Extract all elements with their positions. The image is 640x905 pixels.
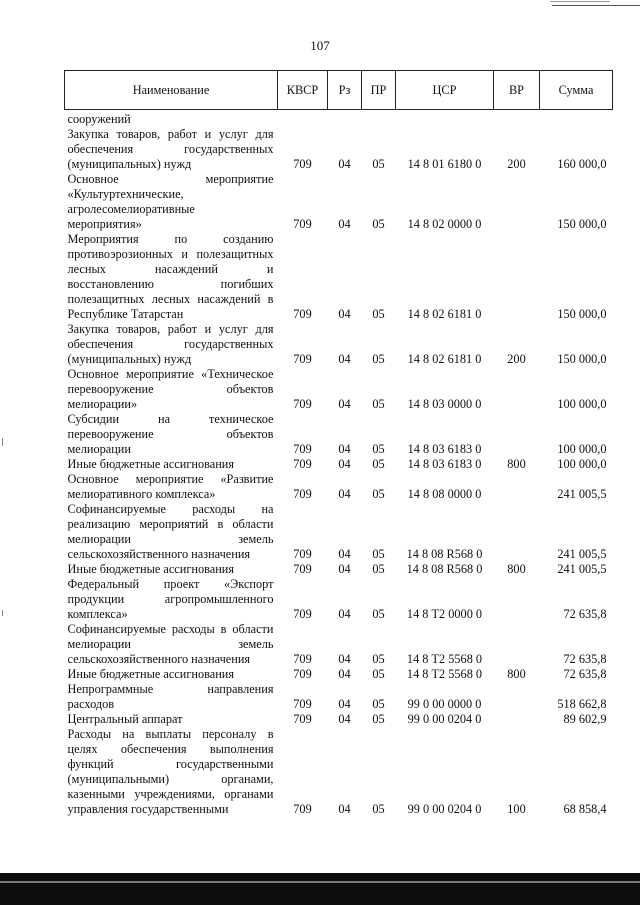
table-row <box>65 727 613 817</box>
row-pr: 05 <box>372 667 385 681</box>
header-pr: ПР <box>362 71 396 110</box>
row-rz: 04 <box>338 697 351 711</box>
row-name <box>65 577 278 622</box>
row-name-line: Субсидии на техническое <box>67 412 274 426</box>
row-sum: 100 000,0 <box>557 442 607 456</box>
row-pr: 05 <box>372 697 385 711</box>
row-pr: 05 <box>372 547 385 561</box>
row-sum: 241 005,5 <box>557 562 607 576</box>
table-row <box>65 502 613 562</box>
row-rz: 04 <box>338 307 351 321</box>
row-name-line: обеспечения государственных <box>67 337 274 351</box>
row-name-line: реализацию мероприятий в области <box>67 517 274 531</box>
header-kvsr: КВСР <box>278 71 328 110</box>
row-name-line: целях обеспечения выполнения <box>67 742 274 756</box>
row-rz <box>328 110 362 128</box>
row-csr: 99 0 00 0204 0 <box>407 802 482 816</box>
row-name <box>65 712 278 727</box>
row-pr: 05 <box>372 157 385 171</box>
row-pr: 05 <box>372 307 385 321</box>
row-pr: 05 <box>372 712 385 726</box>
row-kvsr <box>278 110 328 128</box>
row-kvsr: 709 <box>293 307 312 321</box>
row-name-line: сельскохозяйственного назначения <box>67 547 251 561</box>
scan-edge-mark <box>550 1 610 2</box>
row-vr <box>494 502 540 562</box>
row-name <box>65 127 278 172</box>
row-csr: 14 8 Т2 5568 0 <box>406 652 483 666</box>
row-pr: 05 <box>372 442 385 456</box>
row-name <box>65 367 278 412</box>
row-name-line: комплекса» <box>67 607 128 621</box>
row-name-line: перевооружение объектов <box>67 427 274 441</box>
row-name-line: полезащитных лесных насаждений в <box>67 292 274 306</box>
row-name <box>65 667 278 682</box>
row-name-line: (муниципальных) нужд <box>67 352 192 366</box>
row-name-line: Иные бюджетные ассигнования <box>67 562 235 576</box>
page-number: 107 <box>310 38 330 53</box>
row-rz: 04 <box>338 157 351 171</box>
row-name <box>65 472 278 502</box>
row-sum: 72 635,8 <box>563 652 607 666</box>
row-sum: 68 858,4 <box>563 802 607 816</box>
row-name-line: Республике Татарстан <box>67 307 184 321</box>
scan-edge-mark <box>552 5 640 6</box>
row-rz: 04 <box>338 547 351 561</box>
row-sum: 160 000,0 <box>557 157 607 171</box>
row-sum: 72 635,8 <box>563 667 607 681</box>
row-vr <box>494 232 540 322</box>
row-name <box>65 562 278 577</box>
row-name-line: перевооружение объектов <box>67 382 274 396</box>
row-name <box>65 172 278 232</box>
row-kvsr: 709 <box>293 352 312 366</box>
row-vr: 800 <box>507 562 526 576</box>
table-row <box>65 457 613 472</box>
scan-edge-mark <box>2 610 3 616</box>
row-sum: 89 602,9 <box>563 712 607 726</box>
row-vr <box>494 622 540 667</box>
table-row <box>65 622 613 667</box>
row-rz: 04 <box>338 352 351 366</box>
header-sum: Сумма <box>540 71 613 110</box>
row-name <box>65 622 278 667</box>
row-vr <box>494 367 540 412</box>
row-vr: 800 <box>507 667 526 681</box>
row-vr: 200 <box>507 352 526 366</box>
row-rz: 04 <box>338 667 351 681</box>
row-pr: 05 <box>372 487 385 501</box>
scan-edge-mark <box>2 438 3 446</box>
row-name <box>65 502 278 562</box>
table-row <box>65 682 613 712</box>
row-name-line: мелиорации земель <box>67 637 274 651</box>
row-name-line: Софинансируемые расходы в области <box>67 622 274 636</box>
row-name-line: сельскохозяйственного назначения <box>67 652 251 666</box>
row-name-line: Закупка товаров, работ и услуг для <box>67 322 274 336</box>
row-rz: 04 <box>338 397 351 411</box>
row-csr: 14 8 02 6181 0 <box>407 352 482 366</box>
table-row <box>65 712 613 727</box>
row-sum: 100 000,0 <box>557 457 607 471</box>
table-row <box>65 577 613 622</box>
row-name-line: (муниципальных) нужд <box>67 157 192 171</box>
row-csr: 14 8 08 R568 0 <box>406 562 483 576</box>
row-kvsr: 709 <box>293 667 312 681</box>
table-row <box>65 412 613 457</box>
row-name-line: сооружений <box>67 112 131 126</box>
table-row <box>65 172 613 232</box>
header-name: Наименование <box>65 71 278 110</box>
budget-table <box>64 70 613 817</box>
header-csr: ЦСР <box>396 71 494 110</box>
table-row <box>65 367 613 412</box>
row-name <box>65 232 278 322</box>
row-name-line: Закупка товаров, работ и услуг для <box>67 127 274 141</box>
row-vr <box>494 577 540 622</box>
table-row <box>65 562 613 577</box>
row-sum: 150 000,0 <box>557 352 607 366</box>
row-name-line: лесных насаждений и <box>67 262 274 276</box>
row-csr: 14 8 Т2 0000 0 <box>406 607 483 621</box>
row-sum: 241 005,5 <box>557 547 607 561</box>
row-name <box>65 457 278 472</box>
row-name-line: Мероприятия по созданию <box>67 232 274 246</box>
row-kvsr: 709 <box>293 157 312 171</box>
row-vr: 800 <box>507 457 526 471</box>
row-kvsr: 709 <box>293 442 312 456</box>
row-kvsr: 709 <box>293 607 312 621</box>
row-pr: 05 <box>372 457 385 471</box>
row-csr: 14 8 02 6181 0 <box>407 307 482 321</box>
row-name-line: продукции агропромышленного <box>67 592 274 606</box>
header-rz: Рз <box>328 71 362 110</box>
row-name-line: противоэрозионных и полезащитных <box>67 247 274 261</box>
row-rz: 04 <box>338 487 351 501</box>
row-sum: 241 005,5 <box>557 487 607 501</box>
row-vr <box>494 472 540 502</box>
row-pr: 05 <box>372 217 385 231</box>
table-row <box>65 127 613 172</box>
row-name-line: Федеральный проект «Экспорт <box>67 577 274 591</box>
row-pr: 05 <box>372 652 385 666</box>
row-sum: 150 000,0 <box>557 307 607 321</box>
row-name-line: Расходы на выплаты персоналу в <box>67 727 274 741</box>
row-kvsr: 709 <box>293 457 312 471</box>
row-csr: 14 8 08 R568 0 <box>406 547 483 561</box>
row-rz: 04 <box>338 802 351 816</box>
row-csr: 14 8 03 6183 0 <box>407 442 482 456</box>
row-name-line: мелиоративного комплекса» <box>67 487 216 501</box>
row-name-line: Иные бюджетные ассигнования <box>67 667 235 681</box>
row-name-line: мелиорации земель <box>67 532 274 546</box>
row-name-line: Основное мероприятие <box>67 172 274 186</box>
row-kvsr: 709 <box>293 547 312 561</box>
row-rz: 04 <box>338 607 351 621</box>
table-row <box>65 110 613 128</box>
row-kvsr: 709 <box>293 487 312 501</box>
row-name <box>65 322 278 367</box>
row-kvsr: 709 <box>293 712 312 726</box>
row-csr: 99 0 00 0000 0 <box>407 697 482 711</box>
table-row <box>65 232 613 322</box>
row-vr <box>494 712 540 727</box>
row-name-line: «Культуртехнические, <box>67 187 184 201</box>
row-csr: 14 8 Т2 5568 0 <box>406 667 483 681</box>
row-kvsr: 709 <box>293 697 312 711</box>
row-kvsr: 709 <box>293 217 312 231</box>
row-sum <box>540 110 613 128</box>
row-name-line: Центральный аппарат <box>67 712 183 726</box>
row-vr <box>494 172 540 232</box>
table-row <box>65 322 613 367</box>
table-header-row <box>65 71 613 110</box>
row-pr: 05 <box>372 397 385 411</box>
row-vr <box>494 110 540 128</box>
row-kvsr: 709 <box>293 397 312 411</box>
row-pr: 05 <box>372 562 385 576</box>
row-kvsr: 709 <box>293 802 312 816</box>
row-rz: 04 <box>338 712 351 726</box>
row-pr <box>362 110 396 128</box>
row-csr: 14 8 08 0000 0 <box>407 487 482 501</box>
row-rz: 04 <box>338 562 351 576</box>
row-csr: 14 8 03 0000 0 <box>407 397 482 411</box>
row-rz: 04 <box>338 457 351 471</box>
row-name <box>65 682 278 712</box>
scan-bottom-bar <box>0 873 640 905</box>
row-vr: 100 <box>507 802 526 816</box>
row-name-line: восстановлению погибших <box>67 277 274 291</box>
row-name-line: мероприятия» <box>67 217 142 231</box>
row-csr: 14 8 01 6180 0 <box>407 157 482 171</box>
row-name-line: Иные бюджетные ассигнования <box>67 457 235 471</box>
row-pr: 05 <box>372 802 385 816</box>
row-sum: 150 000,0 <box>557 217 607 231</box>
row-vr: 200 <box>507 157 526 171</box>
table-row <box>65 667 613 682</box>
row-name <box>65 110 278 128</box>
row-name-line: мелиорации <box>67 442 131 456</box>
row-name <box>65 727 278 817</box>
row-name-line: функций государственными <box>67 757 274 771</box>
row-rz: 04 <box>338 442 351 456</box>
row-csr <box>396 110 494 128</box>
row-name-line: обеспечения государственных <box>67 142 274 156</box>
row-name <box>65 412 278 457</box>
table-body <box>65 110 613 818</box>
row-csr: 14 8 02 0000 0 <box>407 217 482 231</box>
row-kvsr: 709 <box>293 652 312 666</box>
row-pr: 05 <box>372 352 385 366</box>
table-row <box>65 472 613 502</box>
row-name-line: расходов <box>67 697 115 711</box>
header-vr: ВР <box>494 71 540 110</box>
row-name-line: Основное мероприятие «Развитие <box>67 472 274 486</box>
row-sum: 72 635,8 <box>563 607 607 621</box>
row-name-line: мелиорации» <box>67 397 138 411</box>
row-vr <box>494 682 540 712</box>
row-vr <box>494 412 540 457</box>
row-csr: 99 0 00 0204 0 <box>407 712 482 726</box>
row-csr: 14 8 03 6183 0 <box>407 457 482 471</box>
row-name-line: Непрограммные направления <box>67 682 274 696</box>
row-pr: 05 <box>372 607 385 621</box>
row-rz: 04 <box>338 652 351 666</box>
row-name-line: казенными учреждениями, органами <box>67 787 274 801</box>
row-name-line: (муниципальными) органами, <box>67 772 274 786</box>
row-kvsr: 709 <box>293 562 312 576</box>
row-name-line: Основное мероприятие «Техническое <box>67 367 274 381</box>
row-name-line: агролесомелиоративные <box>67 202 195 216</box>
row-name-line: Софинансируемые расходы на <box>67 502 274 516</box>
row-sum: 518 662,8 <box>557 697 607 711</box>
row-rz: 04 <box>338 217 351 231</box>
row-sum: 100 000,0 <box>557 397 607 411</box>
row-name-line: управления государственными <box>67 802 229 816</box>
